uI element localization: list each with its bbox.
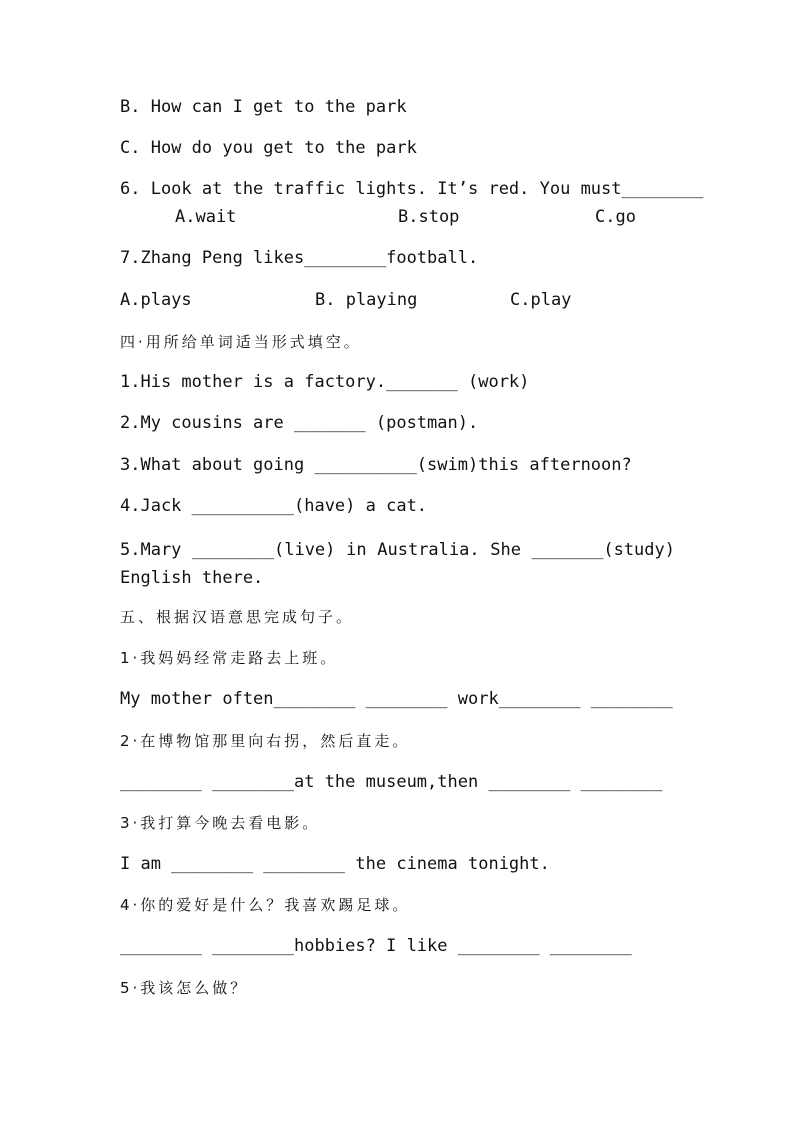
section5-answer-3: I am ________ ________ the cinema tonight. [120, 854, 550, 874]
q6-stem: 6. Look at the traffic lights. It’s red. You must________ [120, 179, 704, 199]
q6-option-a: A.wait [175, 207, 237, 227]
q5-option-b: B. How can I get to the park [120, 97, 407, 117]
section5-prompt-5: 5·我该怎么做？ [120, 979, 249, 997]
section5-title: 五、根据汉语意思完成句子。 [120, 608, 355, 626]
q5-option-c: C. How do you get to the park [120, 138, 417, 158]
section4-title: 四·用所给单词适当形式填空。 [120, 333, 362, 351]
section5-answer-2: ________ ________at the museum,then ________ ________ [120, 772, 663, 792]
section5-prompt-3: 3·我打算今晚去看电影。 [120, 814, 321, 832]
q6-option-c: C.go [595, 207, 636, 227]
section5-prompt-2: 2·在博物馆那里向右拐，然后直走。 [120, 732, 411, 750]
section4-item-5: 5.Mary ________(live) in Australia. She _______(study) English there. [120, 540, 675, 588]
section4-item-3: 3.What about going __________(swim)this afternoon? [120, 455, 632, 475]
section4-item-2: 2.My cousins are _______ (postman). [120, 413, 479, 433]
q7-option-b: B. playing [315, 290, 418, 310]
q7-stem: 7.Zhang Peng likes________football. [120, 248, 479, 268]
section4-item-4: 4.Jack __________(have) a cat. [120, 496, 428, 516]
q6-option-b: B.stop [398, 207, 460, 227]
section5-answer-4: ________ ________hobbies? I like ________ ________ [120, 936, 632, 956]
section5-prompt-1: 1·我妈妈经常走路去上班。 [120, 649, 339, 667]
q7-option-c: C.play [510, 290, 572, 310]
section4-item-1: 1.His mother is a factory._______ (work) [120, 372, 530, 392]
section5-answer-1: My mother often________ ________ work________ ________ [120, 689, 673, 709]
section5-prompt-4: 4·你的爱好是什么？我喜欢踢足球。 [120, 896, 411, 914]
q7-option-a: A.plays [120, 290, 192, 310]
